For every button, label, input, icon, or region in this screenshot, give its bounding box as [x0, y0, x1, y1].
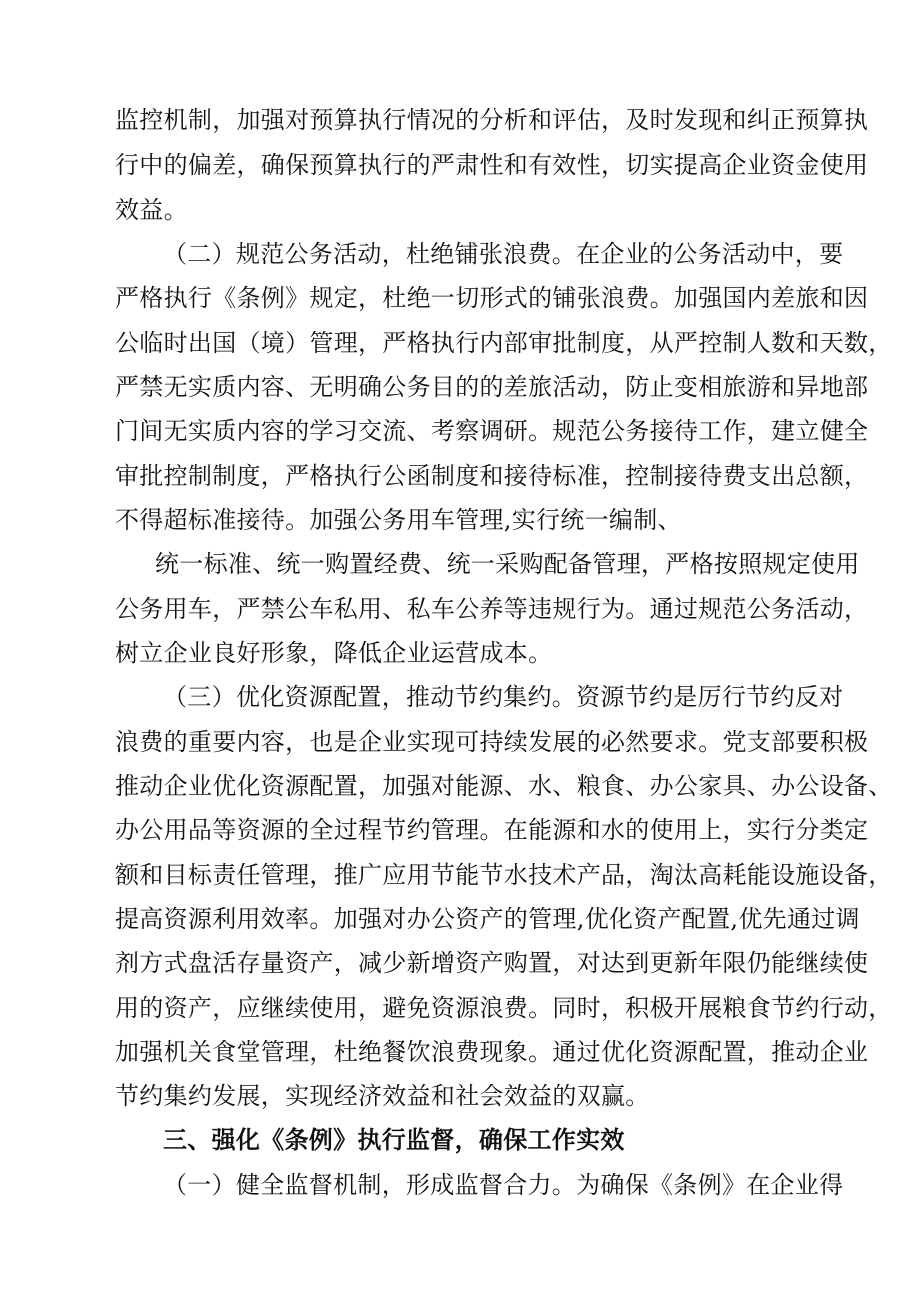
text-line: 统一标准、统一购置经费、统一采购配备管理，严格按照规定使用 [155, 550, 860, 578]
text-line: 效益。 [115, 196, 188, 224]
text-line: 办公用品等资源的全过程节约管理。在能源和水的使用上，实行分类定 [115, 816, 869, 844]
text-line: 门间无实质内容的学习交流、考察调研。规范公务接待工作，建立健全 [115, 417, 869, 445]
text-line: （三）优化资源配置，推动节约集约。资源节约是厉行节约反对 [163, 683, 844, 711]
text-line: （二）规范公务活动，杜绝铺张浪费。在企业的公务活动中，要 [163, 240, 844, 268]
text-line: 公务用车，严禁公车私用、私车公养等违规行为。通过规范公务活动， [115, 595, 869, 623]
text-line: 树立企业良好形象，降低企业运营成本。 [115, 639, 553, 667]
text-line: 公临时出国（境）管理，严格执行内部审批制度，从严控制人数和天数， [115, 329, 893, 357]
text-line: 节约集约发展，实现经济效益和社会效益的双赢。 [115, 1082, 650, 1110]
text-line: 加强机关食堂管理，杜绝餐饮浪费现象。通过优化资源配置，推动企业 [115, 1038, 869, 1066]
text-line: 剂方式盘活存量资产，减少新增资产购置，对达到更新年限仍能继续使 [115, 949, 869, 977]
text-line: 推动企业优化资源配置，加强对能源、水、粮食、办公家具、办公设备、 [115, 772, 893, 800]
text-line: 额和目标责任管理，推广应用节能节水技术产品，淘汰高耗能设施设备， [115, 861, 893, 889]
text-line: 审批控制制度，严格执行公函制度和接待标准，控制接待费支出总额， [115, 462, 869, 490]
text-line: 监控机制，加强对预算执行情况的分析和评估，及时发现和纠正预算执 [115, 106, 869, 134]
text-line: （一）健全监督机制，形成监督合力。为确保《条例》在企业得 [163, 1171, 844, 1199]
text-line: 严禁无实质内容、无明确公务目的的差旅活动，防止变相旅游和异地部 [115, 373, 869, 401]
text-line: 提高资源利用效率。加强对办公资产的管理,优化资产配置,优先通过调 [115, 905, 860, 933]
section-heading: 三、强化《条例》执行监督，确保工作实效 [163, 1126, 625, 1154]
text-line: 浪费的重要内容，也是企业实现可持续发展的必然要求。党支部要积极 [115, 728, 869, 756]
text-line: 行中的偏差，确保预算执行的严肃性和有效性，切实提高企业资金使用 [115, 151, 869, 179]
text-line: 严格执行《条例》规定，杜绝一切形式的铺张浪费。加强国内差旅和因 [115, 284, 869, 312]
text-line: 用的资产，应继续使用，避免资源浪费。同时，积极开展粮食节约行动， [115, 994, 893, 1022]
text-line: 不得超标准接待。加强公务用车管理,实行统一编制、 [115, 506, 682, 534]
